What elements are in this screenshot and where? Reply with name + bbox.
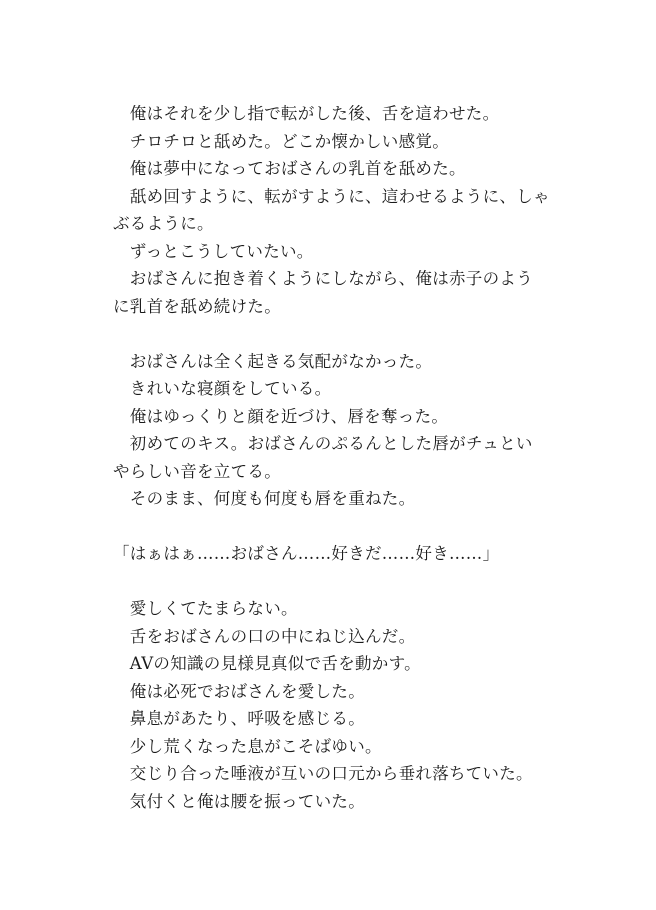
text-line: 「はぁはぁ……おばさん……好きだ……好き……」 — [113, 544, 500, 563]
text-line: 俺は必死でおばさんを愛した。 — [113, 681, 365, 701]
text-line: ずっとこうしていたい。 — [113, 241, 314, 261]
text-line: ぶるように。 — [113, 214, 214, 233]
text-line: おばさんは全く起きる気配がなかった。 — [113, 351, 433, 371]
text-line: 俺はゆっくりと顔を近づけ、唇を奪った。 — [113, 406, 449, 426]
text-line: 気付くと俺は腰を振っていた。 — [113, 791, 365, 811]
text-line: おばさんに抱き着くようにしながら、俺は赤子のよう — [113, 269, 533, 288]
blank-line — [113, 320, 553, 348]
text-line: チロチロと舐めた。どこか懐かしい感覚。 — [113, 131, 449, 151]
text-line: に乳首を舐め続けた。 — [113, 296, 281, 316]
text-line: 俺はそれを少し指で転がした後、舌を這わせた。 — [113, 104, 500, 123]
text-line: やらしい音を立てる。 — [113, 461, 281, 481]
text-line: きれいな寝顔をしている。 — [113, 379, 332, 398]
text-line: 舌をおばさんの口の中にねじ込んだ。 — [113, 626, 416, 646]
text-line: そのまま、何度も何度も唇を重ねた。 — [113, 489, 416, 508]
text-line: AVの知識の見様見真似で舌を動かす。 — [113, 654, 421, 673]
document-text — [113, 100, 553, 815]
text-line: 交じり合った唾液が互いの口元から垂れ落ちていた。 — [113, 764, 533, 783]
text-line: 初めてのキス。おばさんのぷるんとした唇がチュとい — [113, 434, 533, 453]
text-line: 少し荒くなった息がこそばゆい。 — [113, 736, 382, 756]
text-line: 俺は夢中になっておばさんの乳首を舐めた。 — [113, 159, 466, 178]
blank-line — [113, 513, 553, 541]
blank-line — [113, 568, 553, 596]
text-line: 舐め回すように、転がすように、這わせるように、しゃ — [113, 186, 550, 206]
text-line: 鼻息があたり、呼吸を感じる。 — [113, 709, 365, 728]
text-line: 愛しくてたまらない。 — [113, 599, 298, 618]
